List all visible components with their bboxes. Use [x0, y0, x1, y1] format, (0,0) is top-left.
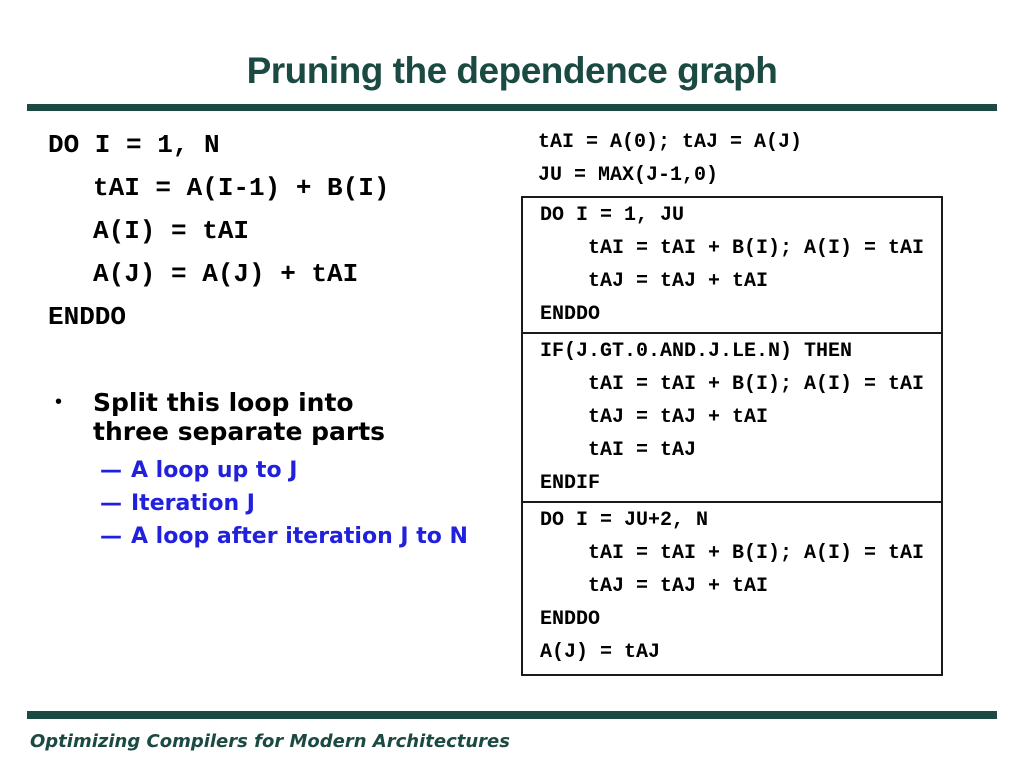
footer-text: Optimizing Compilers for Modern Architectures	[30, 731, 510, 752]
footer-divider	[27, 711, 997, 719]
title-divider	[27, 104, 997, 111]
code-line: ENDDO	[540, 608, 601, 631]
bullet-list	[55, 388, 468, 553]
left-code-block	[48, 124, 389, 339]
bullet-label: Split this loop into three separate parts	[93, 388, 386, 446]
bullet-item	[55, 388, 468, 446]
box-section-0	[523, 198, 941, 332]
code-line: tAJ = tAJ + tAI	[588, 270, 769, 293]
code-line: tAJ = tAJ + tAI	[588, 406, 769, 429]
code-line: tAI = tAI + B(I); A(I) = tAI	[588, 373, 925, 396]
code-line: tAI = tAI + B(I); A(I) = tAI	[588, 237, 925, 260]
code-line: JU = MAX(J-1,0)	[538, 164, 719, 187]
box-section-2	[523, 501, 941, 674]
code-line: A(J) = A(J) + tAI	[93, 259, 359, 289]
code-line: DO I = JU+2, N	[540, 509, 709, 532]
sub-bullet-label: A loop up to J	[131, 458, 298, 483]
sub-bullet-item	[100, 454, 468, 487]
dash-icon: —	[100, 458, 122, 483]
code-line: tAJ = tAJ + tAI	[588, 575, 769, 598]
box-section-1	[523, 332, 941, 501]
code-line: tAI = A(I-1) + B(I)	[93, 173, 390, 203]
code-line: DO I = 1, N	[48, 130, 220, 160]
code-line: tAI = A(0); tAJ = A(J)	[538, 131, 803, 154]
bullet-icon: •	[55, 391, 63, 413]
code-line: tAI = tAI + B(I); A(I) = tAI	[588, 542, 925, 565]
code-box	[521, 196, 943, 676]
dash-icon: —	[100, 524, 122, 549]
code-line: A(I) = tAI	[93, 216, 250, 246]
code-line: tAI = tAJ	[588, 439, 697, 462]
code-line: ENDIF	[540, 472, 601, 495]
sub-bullet-item	[100, 520, 468, 553]
code-line: ENDDO	[48, 302, 127, 332]
sub-bullet-list	[100, 454, 468, 553]
right-intro-code	[521, 126, 802, 192]
sub-bullet-label: Iteration J	[131, 491, 255, 516]
code-line: A(J) = tAJ	[540, 641, 661, 664]
code-line: IF(J.GT.0.AND.J.LE.N) THEN	[540, 340, 853, 363]
code-line: ENDDO	[540, 303, 601, 326]
code-line: DO I = 1, JU	[540, 204, 685, 227]
page-title: Pruning the dependence graph	[246, 50, 778, 91]
sub-bullet-label: A loop after iteration J to N	[131, 524, 468, 549]
sub-bullet-item	[100, 487, 468, 520]
dash-icon: —	[100, 491, 122, 516]
